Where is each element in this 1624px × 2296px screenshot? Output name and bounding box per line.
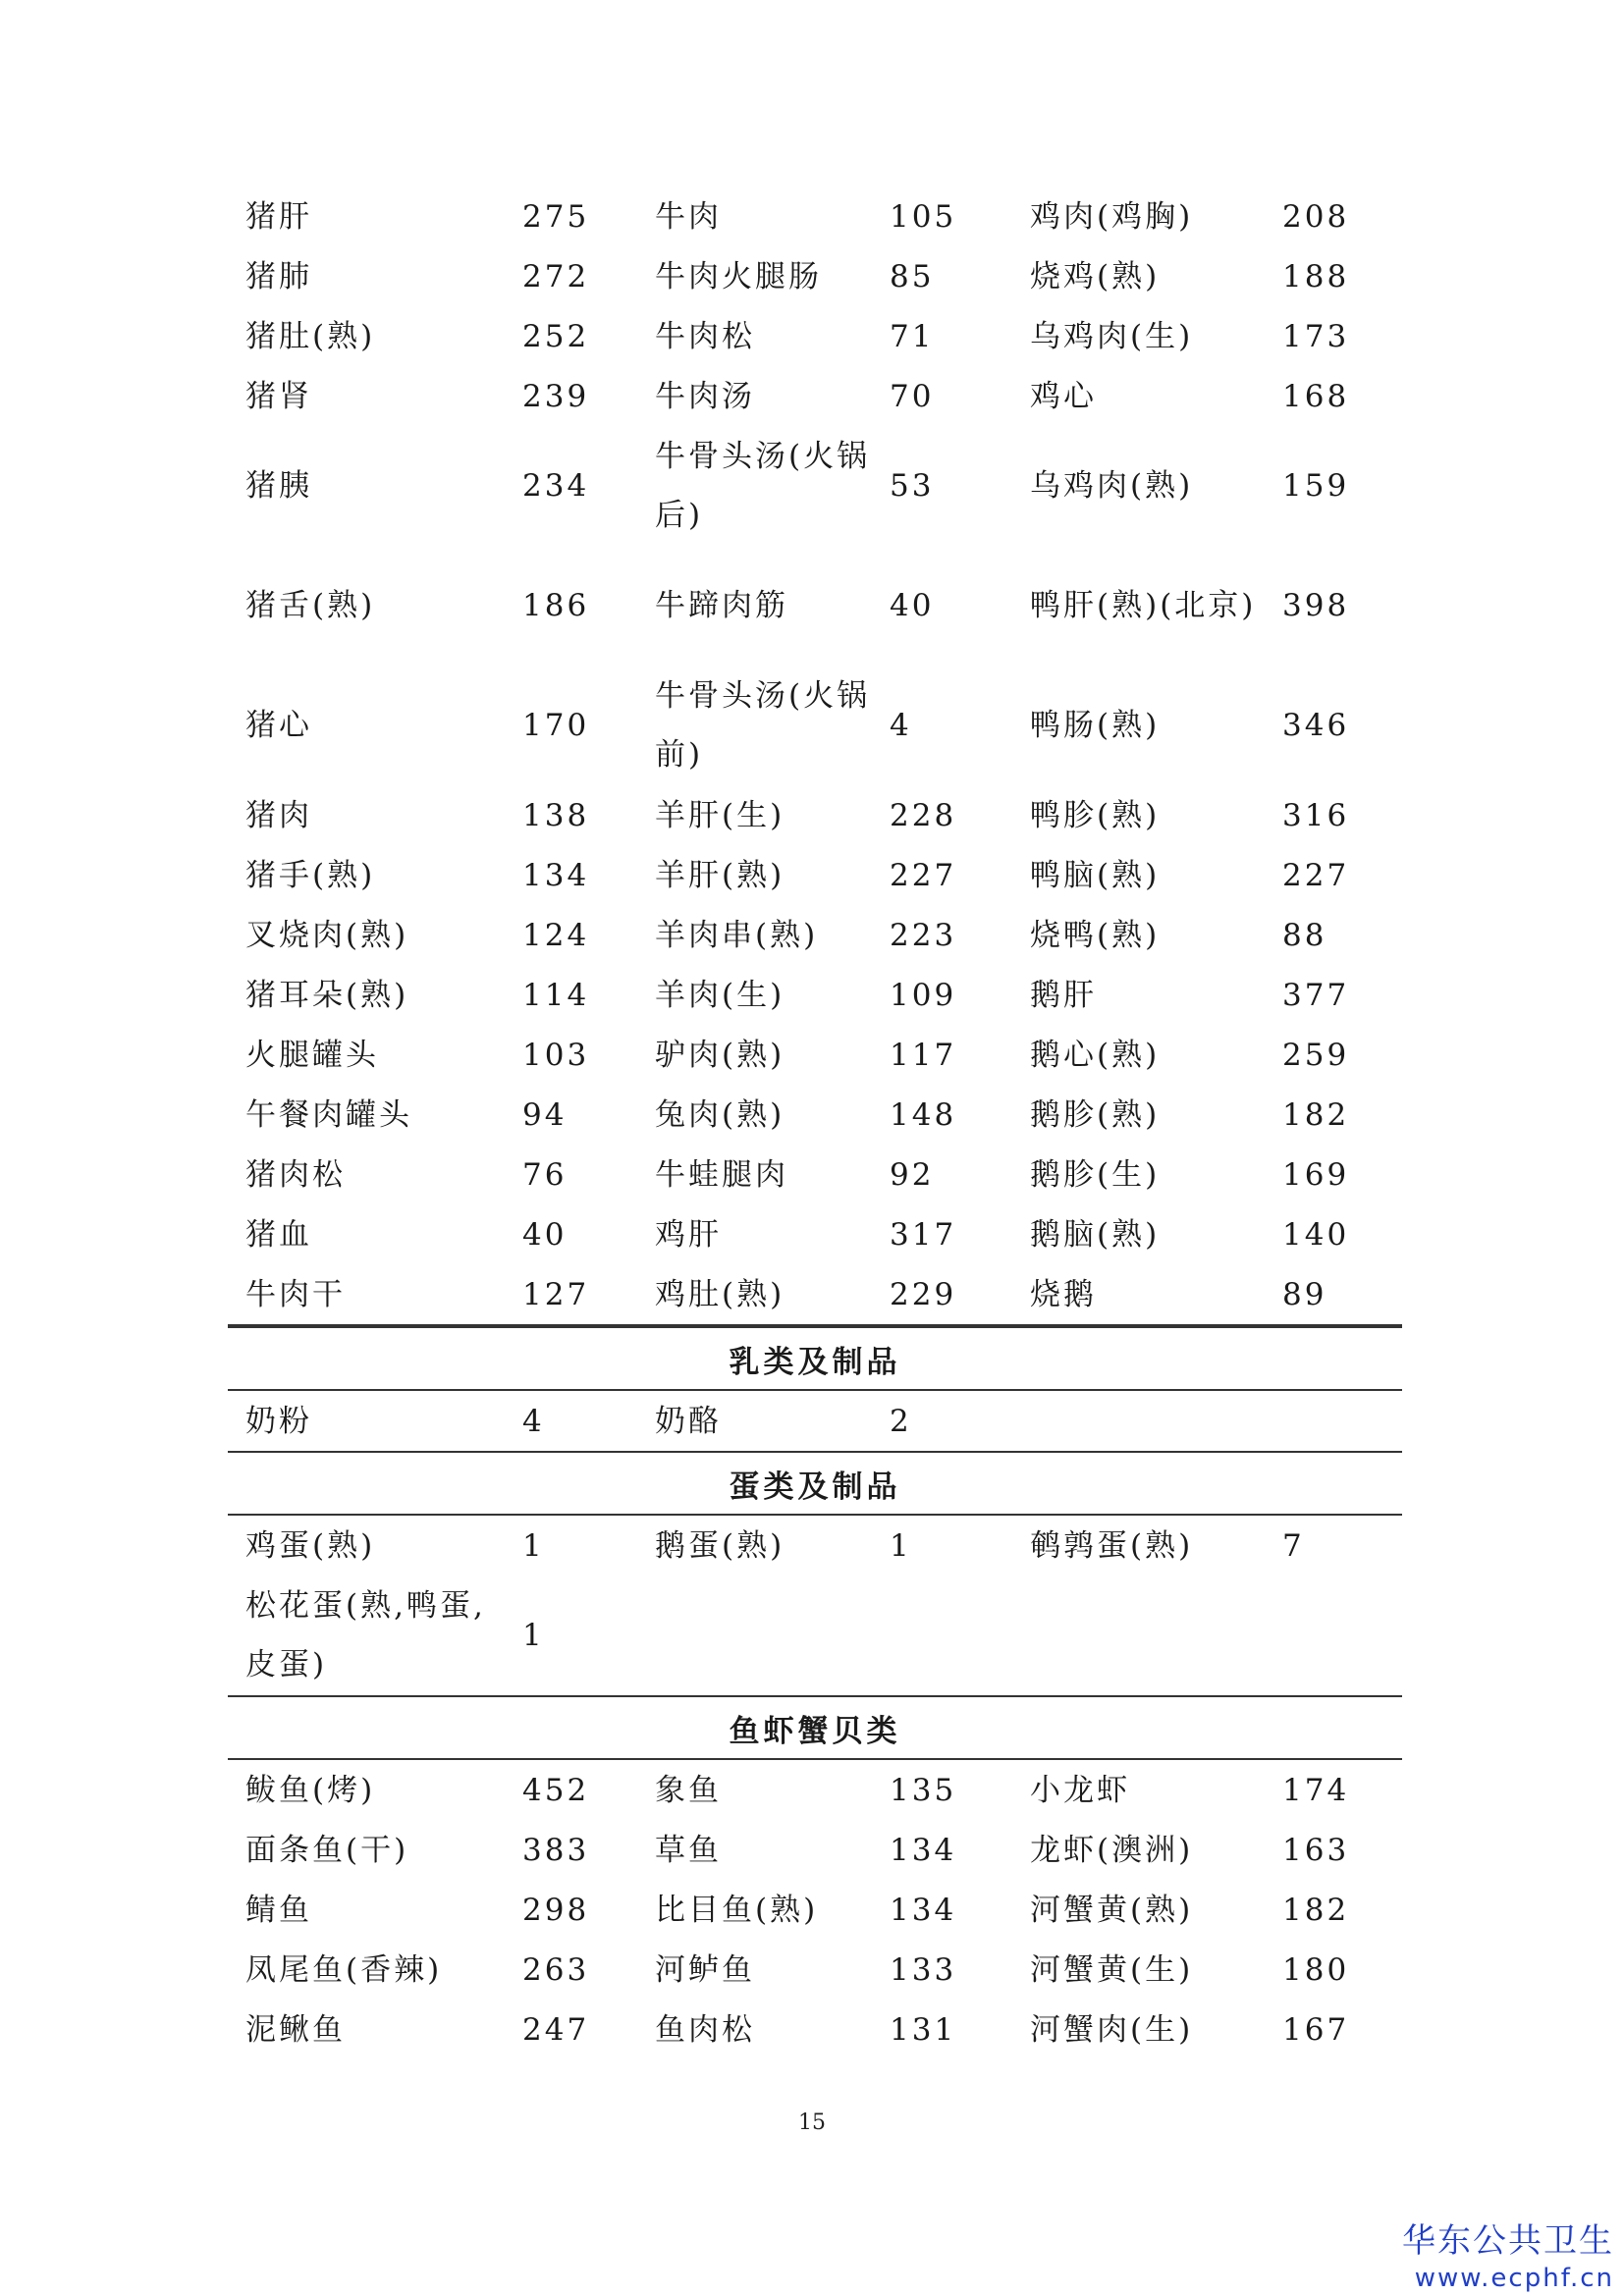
food-name: 猪胰	[245, 468, 312, 504]
table-row	[228, 1760, 1402, 1820]
table-row	[228, 1145, 1402, 1204]
purine-value: 159	[1282, 468, 1350, 504]
watermark-url: www.ecphf.cn	[1414, 2264, 1614, 2293]
food-name: 羊肝(生)	[655, 797, 785, 833]
purine-value: 186	[522, 588, 590, 623]
purine-value: 1	[890, 1527, 912, 1564]
purine-value: 170	[522, 708, 590, 743]
food-name: 河蟹黄(生)	[1030, 1951, 1194, 1988]
food-name: 鸡肝	[655, 1216, 722, 1253]
purine-value: 53	[890, 468, 935, 504]
purine-value: 252	[522, 318, 590, 354]
food-name: 乌鸡肉(生)	[1030, 318, 1194, 354]
food-name: 松花蛋(熟,鸭蛋,皮蛋)	[245, 1588, 486, 1682]
food-name: 鲭鱼	[245, 1892, 312, 1928]
food-name: 牛肉汤	[655, 378, 755, 414]
table-row	[228, 785, 1402, 845]
purine-value: 317	[890, 1216, 957, 1253]
purine-value: 40	[890, 588, 935, 623]
seafood-section-title: 鱼虾蟹贝类	[228, 1695, 1402, 1760]
food-name: 牛肉	[655, 198, 722, 235]
watermark-name: 华东公共卫生	[1402, 2221, 1614, 2261]
food-name: 鸭肝(熟)(北京)	[1030, 588, 1257, 623]
purine-value: 259	[1282, 1037, 1350, 1073]
table-row	[228, 1391, 1402, 1451]
food-name: 龙虾(澳洲)	[1030, 1832, 1194, 1868]
purine-value: 316	[1282, 797, 1350, 833]
food-name: 火腿罐头	[245, 1037, 379, 1073]
food-name: 猪肝	[245, 198, 312, 235]
purine-value: 182	[1282, 1892, 1350, 1928]
purine-value: 1	[522, 1527, 545, 1564]
food-name: 鹌鹑蛋(熟)	[1030, 1527, 1194, 1564]
table-row	[228, 845, 1402, 905]
table-row	[228, 965, 1402, 1025]
food-name: 牛肉火腿肠	[655, 258, 822, 294]
table-row	[228, 1575, 1402, 1695]
seafood-section	[228, 1760, 1402, 2059]
purine-value: 71	[890, 318, 935, 354]
purine-value: 1	[522, 1618, 545, 1653]
table-row	[228, 546, 1402, 666]
purine-value: 228	[890, 797, 957, 833]
purine-value: 127	[522, 1276, 590, 1312]
food-name: 猪舌(熟)	[245, 588, 376, 623]
purine-value: 223	[890, 917, 957, 953]
purine-value: 275	[522, 198, 590, 235]
food-name: 羊肝(熟)	[655, 857, 785, 893]
food-name: 小龙虾	[1030, 1772, 1130, 1808]
purine-value: 40	[522, 1216, 568, 1253]
food-name: 兔肉(熟)	[655, 1096, 785, 1133]
food-name: 河蟹肉(生)	[1030, 2011, 1194, 2048]
purine-value: 138	[522, 797, 590, 833]
purine-value: 103	[522, 1037, 590, 1073]
food-name: 河蟹黄(熟)	[1030, 1892, 1194, 1928]
purine-value: 133	[890, 1951, 957, 1988]
meat-section	[228, 187, 1402, 1324]
purine-value: 398	[1282, 588, 1350, 623]
purine-value: 140	[1282, 1216, 1350, 1253]
eggs-section	[228, 1516, 1402, 1695]
page-number: 15	[798, 2110, 826, 2135]
purine-value: 124	[522, 917, 590, 953]
watermark	[1402, 2220, 1614, 2295]
food-name: 牛蛙腿肉	[655, 1156, 788, 1193]
purine-value: 131	[890, 2011, 957, 2048]
table-row	[228, 1264, 1402, 1324]
food-name: 猪肾	[245, 378, 312, 414]
purine-value: 452	[522, 1772, 590, 1808]
food-name: 鸡肉(鸡胸)	[1030, 198, 1194, 235]
purine-value: 168	[1282, 378, 1350, 414]
food-name: 面条鱼(干)	[245, 1832, 409, 1868]
purine-value: 182	[1282, 1096, 1350, 1133]
table-row	[228, 2000, 1402, 2059]
food-name: 泥鳅鱼	[245, 2011, 346, 2048]
table-row	[228, 306, 1402, 366]
food-name: 鹅肝	[1030, 977, 1097, 1013]
purine-value: 247	[522, 2011, 590, 2048]
purine-value: 135	[890, 1772, 957, 1808]
dairy-section-title: 乳类及制品	[228, 1326, 1402, 1391]
table-row	[228, 246, 1402, 306]
food-name: 鹅脑(熟)	[1030, 1216, 1161, 1253]
purine-value: 134	[522, 857, 590, 893]
food-name: 猪肉	[245, 797, 312, 833]
purine-value: 7	[1282, 1527, 1305, 1564]
food-name: 鸡心	[1030, 378, 1097, 414]
purine-value: 174	[1282, 1772, 1350, 1808]
food-name: 羊肉串(熟)	[655, 917, 819, 953]
purine-value: 134	[890, 1832, 957, 1868]
table-row	[228, 1085, 1402, 1145]
food-name: 鲅鱼(烤)	[245, 1772, 376, 1808]
purine-value: 92	[890, 1156, 935, 1193]
purine-value: 169	[1282, 1156, 1350, 1193]
food-name: 猪肉松	[245, 1156, 346, 1193]
food-name: 猪手(熟)	[245, 857, 376, 893]
purine-value: 272	[522, 258, 590, 294]
food-name: 鹅胗(生)	[1030, 1156, 1161, 1193]
table-row	[228, 1820, 1402, 1880]
purine-value: 105	[890, 198, 957, 235]
purine-value: 2	[890, 1403, 912, 1439]
purine-value: 134	[890, 1892, 957, 1928]
purine-value: 148	[890, 1096, 957, 1133]
food-name: 比目鱼(熟)	[655, 1892, 819, 1928]
food-name: 烧鸭(熟)	[1030, 917, 1161, 953]
food-name: 羊肉(生)	[655, 977, 785, 1013]
table-row	[228, 426, 1402, 546]
table-row	[228, 1940, 1402, 2000]
purine-value: 298	[522, 1892, 590, 1928]
food-name: 河鲈鱼	[655, 1951, 755, 1988]
food-name: 午餐肉罐头	[245, 1096, 412, 1133]
purine-table	[228, 187, 1402, 2059]
food-name: 烧鹅	[1030, 1276, 1097, 1312]
purine-value: 263	[522, 1951, 590, 1988]
purine-value: 94	[522, 1096, 568, 1133]
purine-value: 239	[522, 378, 590, 414]
purine-value: 383	[522, 1832, 590, 1868]
food-name: 猪耳朵(熟)	[245, 977, 409, 1013]
food-name: 牛骨头汤(火锅后)	[655, 439, 871, 533]
food-name: 奶酪	[655, 1403, 722, 1439]
food-name: 鸭肠(熟)	[1030, 708, 1161, 743]
food-name: 猪肺	[245, 258, 312, 294]
food-name: 鹅蛋(熟)	[655, 1527, 785, 1564]
table-row	[228, 1025, 1402, 1085]
purine-value: 89	[1282, 1276, 1327, 1312]
purine-value: 76	[522, 1156, 568, 1193]
food-name: 牛骨头汤(火锅前)	[655, 678, 871, 773]
food-name: 乌鸡肉(熟)	[1030, 468, 1194, 504]
table-row	[228, 666, 1402, 785]
purine-value: 4	[522, 1403, 545, 1439]
food-name: 凤尾鱼(香辣)	[245, 1951, 443, 1988]
food-name: 鸭胗(熟)	[1030, 797, 1161, 833]
purine-value: 377	[1282, 977, 1350, 1013]
purine-value: 4	[890, 708, 912, 743]
food-name: 鸭脑(熟)	[1030, 857, 1161, 893]
purine-value: 114	[522, 977, 590, 1013]
food-name: 牛肉松	[655, 318, 755, 354]
food-name: 奶粉	[245, 1403, 312, 1439]
food-name: 猪肚(熟)	[245, 318, 376, 354]
food-name: 猪心	[245, 708, 312, 743]
food-name: 驴肉(熟)	[655, 1037, 785, 1073]
food-name: 鹅心(熟)	[1030, 1037, 1161, 1073]
purine-value: 163	[1282, 1832, 1350, 1868]
purine-value: 227	[1282, 857, 1350, 893]
food-name: 鱼肉松	[655, 2011, 755, 2048]
dairy-section	[228, 1391, 1402, 1451]
table-row	[228, 187, 1402, 246]
table-row	[228, 1204, 1402, 1264]
table-row	[228, 1880, 1402, 1940]
purine-value: 109	[890, 977, 957, 1013]
food-name: 叉烧肉(熟)	[245, 917, 409, 953]
table-row	[228, 1516, 1402, 1575]
food-name: 鹅胗(熟)	[1030, 1096, 1161, 1133]
purine-value: 88	[1282, 917, 1327, 953]
purine-value: 188	[1282, 258, 1350, 294]
table-row	[228, 366, 1402, 426]
table-row	[228, 905, 1402, 965]
purine-value: 173	[1282, 318, 1350, 354]
food-name: 鸡肚(熟)	[655, 1276, 785, 1312]
food-name: 牛肉干	[245, 1276, 346, 1312]
purine-value: 208	[1282, 198, 1350, 235]
eggs-section-title: 蛋类及制品	[228, 1451, 1402, 1516]
food-name: 草鱼	[655, 1832, 722, 1868]
food-name: 烧鸡(熟)	[1030, 258, 1161, 294]
purine-value: 346	[1282, 708, 1350, 743]
purine-value: 180	[1282, 1951, 1350, 1988]
purine-value: 85	[890, 258, 935, 294]
food-name: 猪血	[245, 1216, 312, 1253]
purine-value: 229	[890, 1276, 957, 1312]
purine-value: 70	[890, 378, 935, 414]
purine-value: 227	[890, 857, 957, 893]
food-name: 鸡蛋(熟)	[245, 1527, 376, 1564]
purine-value: 234	[522, 468, 590, 504]
food-name: 牛蹄肉筋	[655, 588, 788, 623]
purine-value: 117	[890, 1037, 957, 1073]
purine-value: 167	[1282, 2011, 1350, 2048]
food-name: 象鱼	[655, 1772, 722, 1808]
